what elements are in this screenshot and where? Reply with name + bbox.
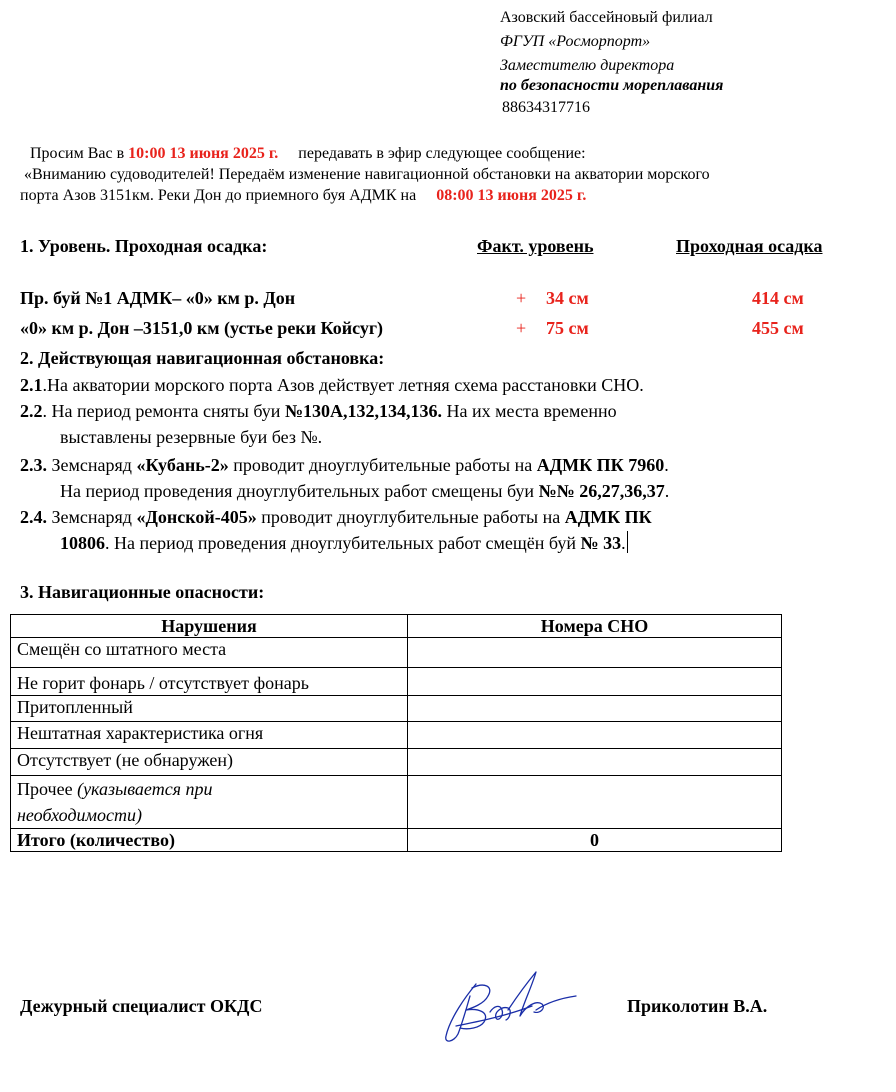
section-3-title: 3. Навигационные опасности: — [20, 582, 265, 602]
nav-item-2-2-text-c: На их места временно — [442, 401, 617, 421]
col-fact-level: Факт. уровень — [477, 236, 594, 256]
table-row-other — [11, 776, 782, 829]
text-cursor — [627, 531, 628, 553]
table-row — [11, 722, 782, 749]
row-label: Отсутствует (не обнаружен) — [11, 749, 408, 776]
nav-item-2-4-buoy: № 33 — [580, 533, 622, 553]
total-label: Итого (количество) — [11, 829, 408, 852]
nav-item-2-3-text-a: Земснаряд — [47, 455, 137, 475]
message-intro — [30, 143, 586, 164]
row-value — [408, 722, 782, 749]
col-draft: Проходная осадка — [676, 236, 823, 256]
nav-item-2-4-text-c: проводит дноуглубительные работы на — [256, 507, 565, 527]
row-value — [408, 776, 782, 829]
nav-item-2-3-end: . — [664, 481, 670, 501]
nav-item-2-1-num: 2.1 — [20, 375, 43, 395]
level-row-2-label: «0» км р. Дон –3151,0 км (устье реки Койсуг) — [20, 318, 383, 338]
nav-item-2-4-pk: АДМК ПК — [564, 507, 652, 527]
level-row-1-label: Пр. буй №1 АДМК– «0» км р. Дон — [20, 288, 296, 308]
col-buoy-numbers: Номера СНО — [408, 615, 782, 638]
hazards-table-header — [11, 615, 782, 638]
level-row-2-sign: + — [516, 318, 527, 338]
nav-item-2-2-text-a: . На период ремонта сняты буи — [42, 401, 285, 421]
recipient-title: Заместителю директора — [500, 57, 675, 74]
recipient-org: Азовский бассейновый филиал — [500, 9, 713, 26]
nav-item-2-2-num: 2.2 — [20, 401, 43, 421]
level-row-1-sign: + — [516, 288, 527, 308]
nav-item-2-4-cont — [60, 530, 628, 556]
row-value — [408, 749, 782, 776]
signer-position: Дежурный специалист ОКДС — [20, 996, 263, 1016]
nav-item-2-3-pk: АДМК ПК 7960 — [536, 455, 665, 475]
table-row-total — [11, 829, 782, 852]
nav-item-2-4-text-a: Земснаряд — [47, 507, 137, 527]
nav-item-2-4-end: . — [621, 533, 626, 553]
nav-item-2-3-num: 2.3. — [20, 455, 47, 475]
total-value: 0 — [408, 829, 782, 852]
table-row — [11, 696, 782, 722]
level-row-2-draft: 455 см — [752, 318, 804, 338]
table-row — [11, 668, 782, 696]
row-label: Смещён со штатного места — [11, 638, 408, 668]
nav-item-2-2-buoys: №130А,132,134,136. — [284, 401, 443, 421]
nav-item-2-4-text-f: . На период проведения дноуглубительных работ смещён буй — [105, 533, 581, 553]
hazards-table — [10, 614, 782, 852]
row-label: Нештатная характеристика огня — [11, 722, 408, 749]
signer-name: Приколотин В.А. — [627, 996, 768, 1016]
message-line-3-time: 08:00 13 июня 2025 г. — [436, 187, 587, 204]
message-line-3 — [20, 185, 586, 206]
recipient-company: ФГУП «Росморпорт» — [500, 33, 651, 50]
nav-item-2-2 — [20, 398, 617, 424]
message-intro-text: Просим Вас в — [30, 145, 129, 162]
recipient-phone: 88634317716 — [502, 99, 590, 116]
row-value — [408, 696, 782, 722]
nav-item-2-3-dot: . — [664, 455, 669, 475]
other-note-1: (указывается при — [77, 779, 213, 799]
message-line-3-text: порта Азов 3151км. Реки Дон до приемного буя АДМК на — [20, 187, 417, 204]
section-2-title: 2. Действующая навигационная обстановка: — [20, 348, 385, 368]
nav-item-2-3-buoys: №№ 26,27,36,37 — [538, 481, 665, 501]
nav-item-2-3-text-f: На период проведения дноуглубительных работ смещены буи — [60, 481, 539, 501]
nav-item-2-3-text-c: проводит дноуглубительные работы на — [228, 455, 537, 475]
level-row-1-draft: 414 см — [752, 288, 804, 308]
nav-item-2-4-pk-num: 10806 — [60, 533, 105, 553]
nav-item-2-3-cont — [60, 478, 669, 504]
level-row-1-value: 34 см — [546, 288, 589, 308]
table-row — [11, 638, 782, 668]
nav-item-2-1 — [20, 372, 644, 398]
nav-item-2-1-text: .На акватории морского порта Азов действует летняя схема расстановки СНО. — [42, 375, 644, 395]
signature-image — [436, 966, 584, 1048]
nav-item-2-4-num: 2.4. — [20, 507, 47, 527]
nav-item-2-3 — [20, 452, 669, 478]
other-label: Прочее — [17, 779, 78, 799]
row-label-other — [11, 776, 408, 829]
table-row — [11, 749, 782, 776]
row-label: Притопленный — [11, 696, 408, 722]
recipient-department: по безопасности мореплавания — [500, 77, 724, 94]
row-label: Не горит фонарь / отсутствует фонарь — [11, 668, 408, 696]
message-line-2: «Вниманию судоводителей! Передаём изменение навигационной обстановки на акватории морского — [24, 166, 710, 183]
level-row-2-value: 75 см — [546, 318, 589, 338]
nav-item-2-3-dredger: «Кубань-2» — [136, 455, 229, 475]
col-violations: Нарушения — [11, 615, 408, 638]
row-value — [408, 668, 782, 696]
nav-item-2-4-dredger: «Донской-405» — [136, 507, 257, 527]
row-value — [408, 638, 782, 668]
message-intro-time: 10:00 13 июня 2025 г. — [128, 145, 279, 162]
other-note-2: необходимости) — [17, 805, 143, 825]
message-intro-end: передавать в эфир следующее сообщение: — [298, 145, 586, 162]
section-1-title: 1. Уровень. Проходная осадка: — [20, 236, 268, 256]
nav-item-2-4 — [20, 504, 652, 530]
nav-item-2-2-cont: выставлены резервные буи без №. — [60, 427, 323, 447]
